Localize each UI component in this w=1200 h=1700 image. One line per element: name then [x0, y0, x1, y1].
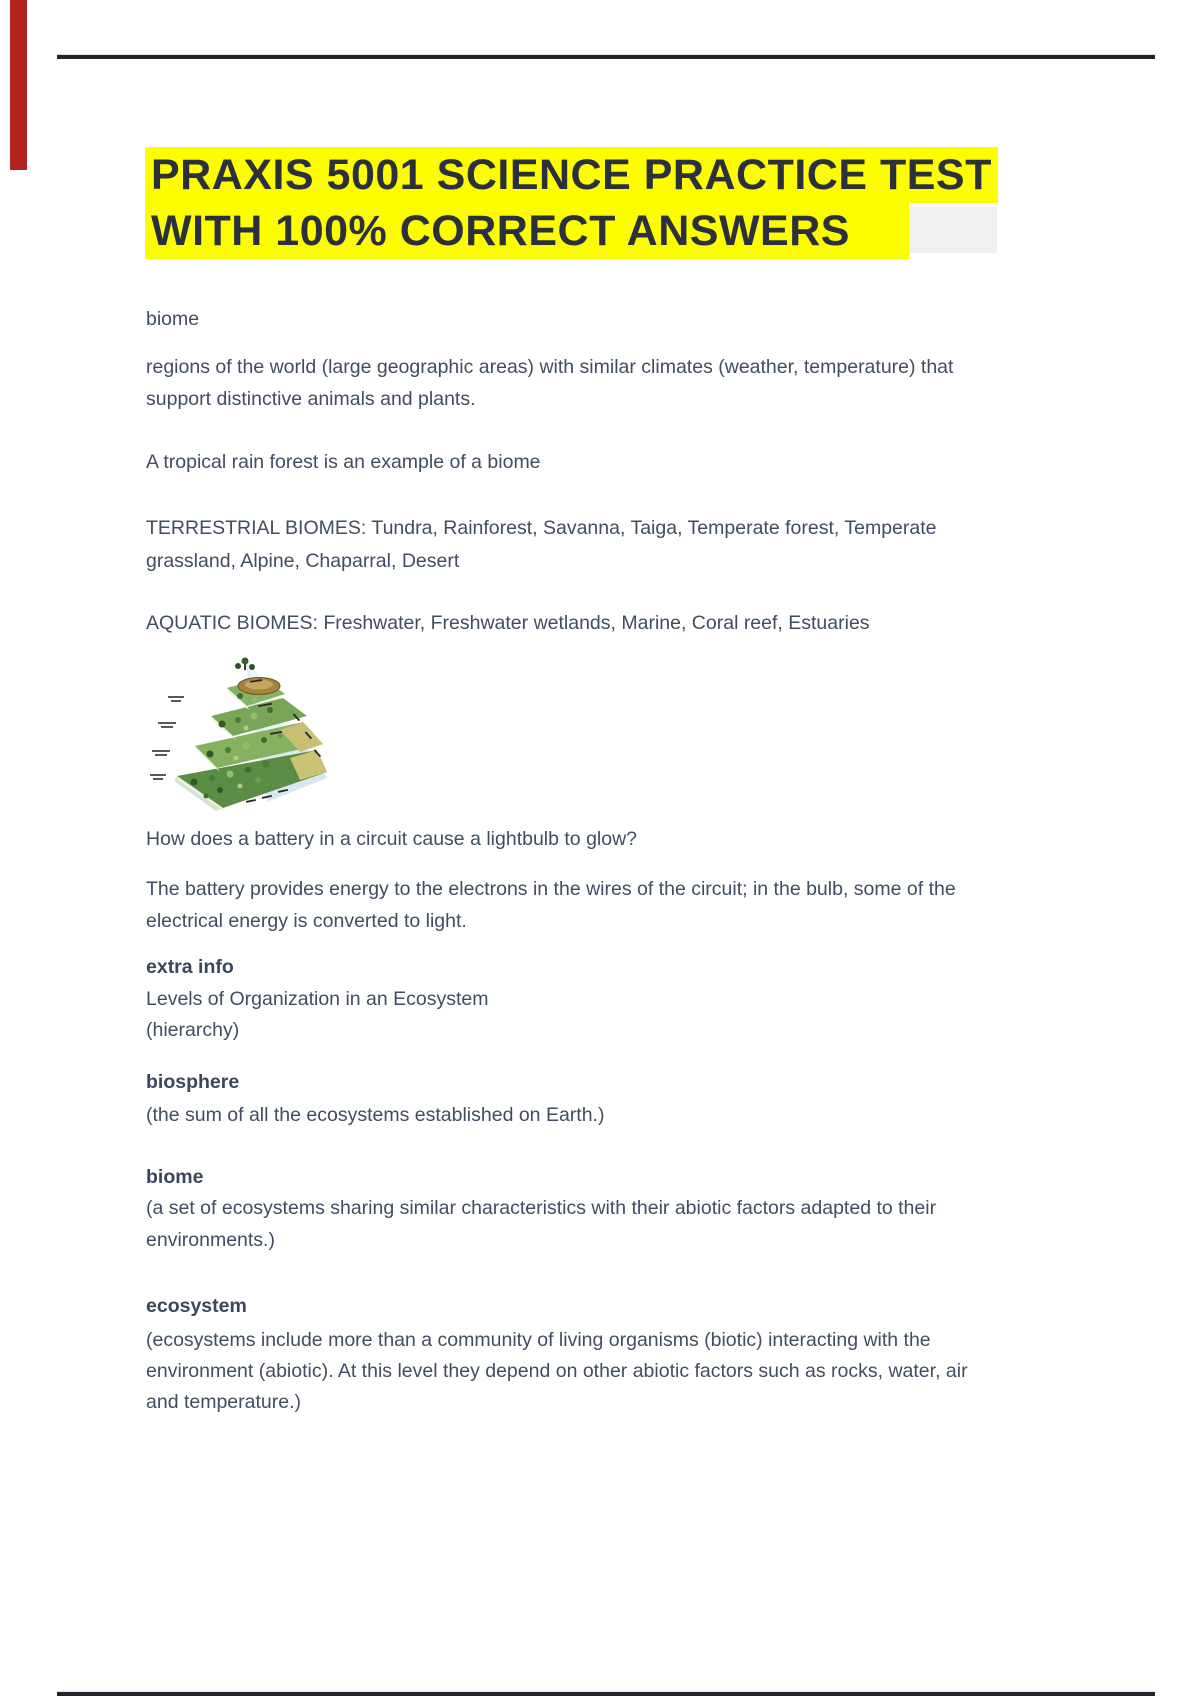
ecosystem-pyramid-image — [150, 650, 332, 812]
extra-info-heading: extra info — [146, 956, 234, 978]
document-title — [145, 147, 998, 259]
ecosystem-def-line-3: and temperature.) — [146, 1391, 302, 1413]
top-divider-rule — [57, 54, 1155, 59]
extra-info-line-2: (hierarchy) — [146, 1019, 240, 1041]
aquatic-biomes-line: AQUATIC BIOMES: Freshwater, Freshwater wetlands, Marine, Coral reef, Estuaries — [146, 612, 870, 634]
title-highlight-1: PRAXIS 5001 SCIENCE PRACTICE TEST — [145, 147, 998, 203]
ecosystem-pyramid-graphic — [150, 650, 332, 812]
bottom-divider-rule — [57, 1691, 1155, 1696]
biome-example-line: A tropical rain forest is an example of a biome — [146, 451, 541, 473]
biome-definition-line-1: regions of the world (large geographic areas) with similar climates (weather, temperature) that — [146, 356, 954, 378]
title-line-1 — [145, 147, 998, 203]
battery-question-line: How does a battery in a circuit cause a lightbulb to glow? — [146, 828, 638, 850]
term-biome: biome — [146, 308, 200, 330]
extra-info-line-1: Levels of Organization in an Ecosystem — [146, 988, 489, 1010]
terrestrial-biomes-line-1: TERRESTRIAL BIOMES: Tundra, Rainforest, Savanna, Taiga, Temperate forest, Temperate — [146, 517, 937, 539]
ecosystem-def-line-1: (ecosystems include more than a community of living organisms (biotic) interacting with the — [146, 1329, 931, 1351]
biosphere-heading: biosphere — [146, 1071, 240, 1093]
biome-def-line-1: (a set of ecosystems sharing similar characteristics with their abiotic factors adapted to their — [146, 1197, 937, 1219]
biome-def-line-2: environments.) — [146, 1229, 275, 1251]
red-bookmark-bar — [10, 0, 27, 170]
ecosystem-def-line-2: environment (abiotic). At this level they depend on other abiotic factors such as rocks, water, air — [146, 1360, 968, 1382]
title-highlight-2: WITH 100% CORRECT ANSWERS — [145, 203, 909, 259]
title-line-2 — [145, 203, 998, 259]
biome-definition-line-2: support distinctive animals and plants. — [146, 388, 476, 410]
terrestrial-biomes-line-2: grassland, Alpine, Chaparral, Desert — [146, 550, 460, 572]
ecosystem-heading: ecosystem — [146, 1295, 247, 1317]
battery-answer-line-1: The battery provides energy to the electrons in the wires of the circuit; in the bulb, some of the — [146, 878, 956, 900]
title-gray-block — [909, 207, 997, 253]
biome-heading: biome — [146, 1166, 204, 1188]
battery-answer-line-2: electrical energy is converted to light. — [146, 910, 467, 932]
biosphere-definition: (the sum of all the ecosystems established on Earth.) — [146, 1104, 605, 1126]
